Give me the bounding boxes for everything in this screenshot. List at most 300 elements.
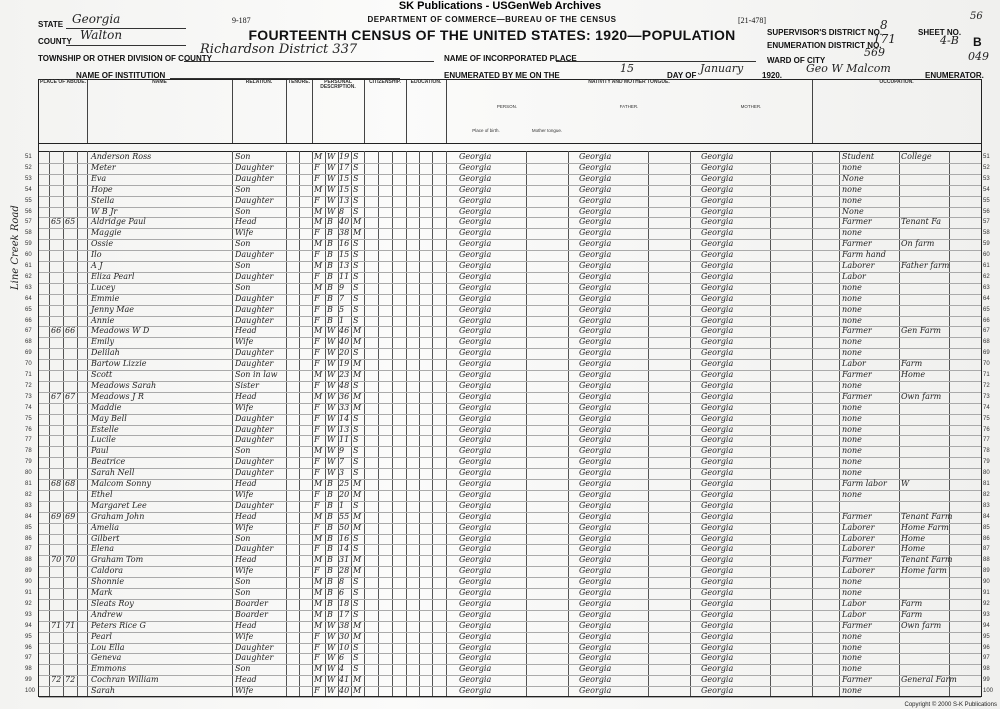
cell-mbirth: Georgia (701, 577, 734, 587)
cell-age: 3 (339, 468, 345, 478)
line-number: 77 (25, 437, 32, 444)
cell-mbirth: Georgia (701, 424, 734, 434)
line-number: 64 (25, 295, 32, 302)
cell-age: 1 (339, 315, 345, 325)
cell-name: Lucey (91, 282, 116, 292)
line-number: 60 (25, 252, 32, 259)
cell-fbirth: Georgia (579, 479, 612, 488)
cell-rel: Wife (235, 228, 254, 238)
cell-age: 20 (339, 348, 350, 358)
cell-occ: Farmer (842, 620, 872, 630)
cell-fbirth: Georgia (579, 370, 612, 379)
cell-occ: none (842, 435, 862, 445)
form-number: 9-187 (232, 16, 251, 25)
cell-occ: Laborer (842, 261, 875, 270)
cell-name: Graham Tom (91, 555, 144, 565)
cell-ind: Home (901, 533, 926, 543)
cell-mbirth: Georgia (701, 250, 734, 260)
cell-fbirth: Georgia (579, 271, 612, 281)
cell-race: B (327, 479, 333, 488)
cell-occ: none (842, 631, 862, 641)
cell-rel: Head (235, 675, 257, 685)
cell-sex: M (314, 588, 323, 597)
cell-race: W (327, 424, 336, 434)
cell-fbirth: Georgia (579, 348, 612, 358)
cell-age: 6 (339, 653, 345, 663)
cell-sex: M (314, 598, 323, 608)
cell-birth: Georgia (459, 468, 492, 478)
cell-sex: M (314, 326, 323, 336)
cell-occ: Farmer (842, 239, 872, 249)
cell-fbirth: Georgia (579, 326, 612, 336)
cell-rel: Daughter (235, 195, 274, 205)
cell-fbirth: Georgia (579, 162, 612, 172)
cell-occ: Farmer (842, 675, 872, 685)
cell-occ: Farmer (842, 511, 872, 521)
cell-rel: Daughter (235, 173, 274, 183)
line-number: 57 (25, 219, 32, 226)
cell-occ: none (842, 642, 862, 652)
cell-race: W (327, 152, 336, 161)
cell-age: 28 (339, 566, 350, 576)
cell-ms: S (353, 413, 359, 423)
cell-dw: 69 (51, 511, 62, 521)
cell-occ: none (842, 184, 862, 194)
cell-name: Sarah (91, 686, 115, 696)
year-label: 1920. (762, 71, 783, 80)
township-label: TOWNSHIP OR OTHER DIVISION OF COUNTY (38, 54, 212, 63)
line-number: 94 (25, 622, 32, 629)
enumerated-month: January (700, 62, 744, 75)
cell-mbirth: Georgia (701, 544, 734, 554)
cell-birth: Georgia (459, 566, 492, 576)
cell-occ: none (842, 588, 862, 597)
cell-rel: Wife (235, 631, 254, 641)
cell-birth: Georgia (459, 588, 492, 597)
line-number: 58 (25, 230, 32, 237)
cell-race: W (327, 162, 336, 172)
cell-birth: Georgia (459, 271, 492, 281)
cell-fbirth: Georgia (579, 620, 612, 630)
cell-rel: Son (235, 239, 251, 249)
cell-sex: F (314, 315, 320, 325)
cell-age: 14 (339, 413, 350, 423)
line-number-right: 64 (983, 295, 990, 302)
enumerator-label: ENUMERATOR. (925, 71, 984, 80)
cell-name: Hope (91, 184, 113, 194)
cell-fbirth: Georgia (579, 315, 612, 325)
cell-occ: none (842, 315, 862, 325)
cell-occ: Labor (842, 609, 866, 619)
cell-dw: 65 (51, 217, 62, 227)
cell-birth: Georgia (459, 195, 492, 205)
cell-name: Ossie (91, 239, 114, 249)
cell-age: 1 (339, 500, 345, 510)
cell-rel: Daughter (235, 653, 274, 663)
cell-fbirth: Georgia (579, 566, 612, 576)
line-number-right: 76 (983, 426, 990, 433)
cell-birth: Georgia (459, 304, 492, 314)
cell-race: B (327, 533, 333, 543)
cell-ms: S (353, 184, 359, 194)
cell-name: Bartow Lizzie (91, 359, 147, 369)
cell-age: 19 (339, 359, 350, 369)
cell-occ: none (842, 337, 862, 347)
cell-ind: W (901, 479, 910, 488)
header-personal: PERSONAL DESCRIPTION. (312, 80, 365, 143)
cell-fbirth: Georgia (579, 402, 612, 412)
cell-name: Sarah Nell (91, 468, 135, 478)
cell-race: W (327, 359, 336, 369)
cell-sex: F (314, 686, 320, 696)
line-number: 69 (25, 350, 32, 357)
line-number-right: 53 (983, 175, 990, 182)
line-number-right: 81 (983, 481, 990, 487)
cell-sex: F (314, 173, 320, 183)
cell-name: Stella (91, 195, 115, 205)
cell-rel: Head (235, 217, 257, 227)
cell-occ: none (842, 664, 862, 674)
cell-sex: F (314, 522, 320, 532)
cell-fbirth: Georgia (579, 544, 612, 554)
cell-sex: M (314, 261, 323, 270)
line-number: 56 (25, 208, 32, 215)
cell-occ: Farm hand (842, 250, 886, 260)
cell-ms: M (353, 337, 362, 347)
cell-race: W (327, 686, 336, 696)
cell-mbirth: Georgia (701, 326, 734, 336)
line-number: 80 (25, 470, 32, 477)
cell-mbirth: Georgia (701, 413, 734, 423)
cell-race: W (327, 184, 336, 194)
cell-age: 36 (339, 391, 350, 401)
form-title: FOURTEENTH CENSUS OF THE UNITED STATES: 1920—POPULATION (248, 27, 736, 43)
cell-name: Estelle (91, 424, 119, 434)
sheet-letter: B (973, 35, 982, 49)
cell-sex: F (314, 500, 320, 510)
cell-rel: Daughter (235, 435, 274, 445)
cell-rel: Head (235, 326, 257, 336)
cell-race: W (327, 337, 336, 347)
cell-rel: Daughter (235, 304, 274, 314)
cell-sex: F (314, 250, 320, 260)
cell-name: Sleats Roy (91, 598, 134, 608)
cell-ms: S (353, 435, 359, 445)
cell-ms: M (353, 620, 362, 630)
cell-name: Eliza Pearl (91, 271, 135, 281)
department-heading: DEPARTMENT OF COMMERCE—BUREAU OF THE CENSUS (367, 15, 617, 24)
corner-side-number: 049 (968, 50, 989, 63)
line-number-right: 83 (983, 502, 990, 509)
cell-fbirth: Georgia (579, 598, 612, 608)
cell-ms: M (353, 326, 362, 336)
cell-fbirth: Georgia (579, 173, 612, 183)
line-number: 61 (25, 263, 32, 269)
cell-fam: 72 (65, 675, 76, 685)
cell-mbirth: Georgia (701, 271, 734, 281)
cell-mbirth: Georgia (701, 304, 734, 314)
cell-mbirth: Georgia (701, 228, 734, 238)
cell-rel: Son (235, 261, 251, 270)
cell-ind: General Farm (901, 675, 957, 685)
cell-fam: 67 (65, 391, 76, 401)
cell-sex: M (314, 446, 323, 456)
census-table (25, 79, 994, 697)
cell-mbirth: Georgia (701, 566, 734, 576)
line-number: 95 (25, 633, 32, 640)
line-number-right: 69 (983, 350, 990, 357)
cell-fbirth: Georgia (579, 686, 612, 696)
header-nativity: NATIVITY AND MOTHER TONGUE. PERSON. FATHER. MOTHER. Place of birth. Mother tongue. (446, 80, 813, 143)
line-number-right: 92 (983, 600, 990, 607)
cell-rel: Wife (235, 522, 254, 532)
cell-mbirth: Georgia (701, 631, 734, 641)
cell-race: W (327, 348, 336, 358)
cell-fbirth: Georgia (579, 282, 612, 292)
cell-age: 17 (339, 609, 350, 619)
cell-occ: none (842, 446, 862, 456)
corner-page-number: 56 (970, 11, 983, 22)
cell-birth: Georgia (459, 533, 492, 543)
cell-mbirth: Georgia (701, 195, 734, 205)
cell-sex: M (314, 184, 323, 194)
line-number-right: 94 (983, 622, 990, 629)
table-row (25, 685, 994, 697)
supervisor-value: 8 (880, 18, 888, 32)
line-number-right: 73 (983, 393, 990, 400)
cell-mbirth: Georgia (701, 239, 734, 249)
cell-ind: Tenant Fa (901, 217, 942, 227)
cell-ms: M (353, 522, 362, 532)
cell-name: Andrew (91, 609, 123, 619)
cell-rel: Son (235, 577, 251, 587)
cell-sex: M (314, 533, 323, 543)
cell-sex: M (314, 206, 323, 216)
cell-race: W (327, 195, 336, 205)
cell-birth: Georgia (459, 228, 492, 238)
cell-sex: F (314, 162, 320, 172)
line-number-right: 84 (983, 513, 990, 520)
cell-sex: F (314, 424, 320, 434)
cell-sex: M (314, 282, 323, 292)
cell-fbirth: Georgia (579, 391, 612, 401)
day-of-label: DAY OF (667, 71, 697, 80)
line-number-right: 79 (983, 459, 990, 466)
cell-race: B (327, 588, 333, 597)
cell-sex: M (314, 555, 323, 565)
cell-fbirth: Georgia (579, 533, 612, 543)
cell-occ: none (842, 348, 862, 358)
header-education: EDUCATION. (406, 80, 447, 143)
cell-ms: M (353, 566, 362, 576)
cell-fbirth: Georgia (579, 228, 612, 238)
cell-age: 33 (339, 402, 350, 412)
cell-rel: Wife (235, 402, 254, 412)
cell-occ: none (842, 228, 862, 238)
cell-occ: Labor (842, 598, 866, 608)
line-number-right: 90 (983, 579, 990, 586)
cell-ms: S (353, 315, 359, 325)
cell-rel: Son (235, 152, 251, 161)
cell-name: Meter (91, 162, 116, 172)
cell-dw: 68 (51, 479, 62, 488)
cell-mbirth: Georgia (701, 370, 734, 379)
cell-rel: Son (235, 282, 251, 292)
cell-age: 41 (339, 675, 350, 685)
cell-birth: Georgia (459, 424, 492, 434)
cell-race: B (327, 544, 333, 554)
line-number-right: 88 (983, 557, 990, 564)
cell-race: B (327, 250, 333, 260)
cell-sex: M (314, 391, 323, 401)
cell-mbirth: Georgia (701, 217, 734, 227)
line-number-right: 57 (983, 219, 990, 226)
line-number: 54 (25, 186, 32, 193)
cell-name: Ethel (91, 489, 113, 499)
cell-ms: M (353, 675, 362, 685)
sheet-value: 4-B (940, 34, 959, 47)
cell-mbirth: Georgia (701, 380, 734, 390)
cell-sex: M (314, 577, 323, 587)
cell-occ: none (842, 686, 862, 696)
cell-mbirth: Georgia (701, 162, 734, 172)
cell-rel: Daughter (235, 271, 274, 281)
cell-occ: none (842, 282, 862, 292)
cell-race: W (327, 664, 336, 674)
cell-name: Caldora (91, 566, 123, 576)
line-number-right: 61 (983, 263, 990, 269)
cell-ms: S (353, 304, 359, 314)
cell-birth: Georgia (459, 664, 492, 674)
cell-age: 10 (339, 642, 350, 652)
cell-fbirth: Georgia (579, 380, 612, 390)
cell-occ: Farm labor (842, 479, 887, 488)
line-number: 85 (25, 524, 32, 531)
cell-occ: None (842, 206, 864, 216)
cell-sex: F (314, 566, 320, 576)
line-number-right: 100 (983, 688, 994, 695)
cell-race: W (327, 457, 336, 467)
cell-age: 15 (339, 250, 350, 260)
cell-ms: S (353, 206, 359, 216)
cell-ind: Farm (901, 609, 923, 619)
cell-fbirth: Georgia (579, 511, 612, 521)
cell-occ: Farmer (842, 370, 872, 379)
cell-age: 38 (339, 620, 350, 630)
cell-name: Lou Ella (91, 642, 125, 652)
cell-rel: Daughter (235, 250, 274, 260)
cell-age: 20 (339, 489, 350, 499)
cell-birth: Georgia (459, 489, 492, 499)
cell-age: 31 (339, 555, 350, 565)
cell-age: 7 (339, 293, 345, 303)
cell-rel: Son (235, 446, 251, 456)
line-number-right: 60 (983, 252, 990, 259)
county-underline (66, 45, 186, 46)
cell-age: 13 (339, 261, 350, 270)
sheet-label: SHEET NO. (918, 28, 962, 37)
cell-fam: 66 (65, 326, 76, 336)
cell-fbirth: Georgia (579, 250, 612, 260)
cell-ms: S (353, 642, 359, 652)
cell-birth: Georgia (459, 500, 492, 510)
cell-rel: Daughter (235, 424, 274, 434)
cell-birth: Georgia (459, 380, 492, 390)
cell-fbirth: Georgia (579, 653, 612, 663)
cell-sex: F (314, 228, 320, 238)
cell-age: 9 (339, 282, 345, 292)
cell-fam: 70 (65, 555, 76, 565)
cell-fbirth: Georgia (579, 588, 612, 597)
cell-occ: none (842, 489, 862, 499)
cell-ms: M (353, 555, 362, 565)
cell-ms: S (353, 162, 359, 172)
cell-race: W (327, 206, 336, 216)
cell-sex: F (314, 631, 320, 641)
cell-mbirth: Georgia (701, 511, 734, 521)
cell-rel: Daughter (235, 457, 274, 467)
cell-ms: S (353, 173, 359, 183)
cell-ms: S (353, 609, 359, 619)
cell-fbirth: Georgia (579, 152, 612, 161)
header-place-of-abode: PLACE OF ABODE. (39, 80, 88, 143)
cell-rel: Son (235, 664, 251, 674)
line-number-right: 91 (983, 590, 990, 596)
cell-birth: Georgia (459, 326, 492, 336)
cell-race: W (327, 653, 336, 663)
cell-occ: none (842, 577, 862, 587)
cell-ind: On farm (901, 239, 935, 249)
cell-mbirth: Georgia (701, 642, 734, 652)
cell-name: Ilo (91, 250, 102, 260)
cell-sex: F (314, 304, 320, 314)
county-value: Walton (80, 28, 123, 42)
cell-ms: M (353, 489, 362, 499)
cell-mbirth: Georgia (701, 293, 734, 303)
cell-mbirth: Georgia (701, 391, 734, 401)
cell-fbirth: Georgia (579, 424, 612, 434)
cell-ind: Gen Farm (901, 326, 942, 336)
cell-sex: F (314, 271, 320, 281)
cell-race: W (327, 402, 336, 412)
cell-occ: Laborer (842, 544, 875, 554)
cell-ms: M (353, 228, 362, 238)
line-number-right: 74 (983, 404, 990, 411)
line-number-right: 71 (983, 372, 990, 378)
form-code: [21-478] (738, 16, 766, 25)
cell-sex: F (314, 348, 320, 358)
cell-fbirth: Georgia (579, 293, 612, 303)
enumerator-name: Geo W Malcom (806, 62, 891, 75)
cell-fbirth: Georgia (579, 675, 612, 685)
cell-age: 6 (339, 588, 345, 597)
cell-occ: Laborer (842, 522, 875, 532)
cell-age: 30 (339, 631, 350, 641)
cell-age: 23 (339, 370, 350, 379)
cell-age: 15 (339, 173, 350, 183)
cell-sex: M (314, 664, 323, 674)
cell-sex: F (314, 642, 320, 652)
cell-name: Meadows J R (91, 391, 144, 401)
cell-race: B (327, 598, 333, 608)
cell-name: W B Jr (91, 206, 118, 216)
cell-ms: S (353, 468, 359, 478)
cell-ms: M (353, 402, 362, 412)
line-number-right: 97 (983, 655, 990, 662)
cell-rel: Daughter (235, 468, 274, 478)
state-label: STATE (38, 20, 64, 29)
cell-mbirth: Georgia (701, 173, 734, 183)
